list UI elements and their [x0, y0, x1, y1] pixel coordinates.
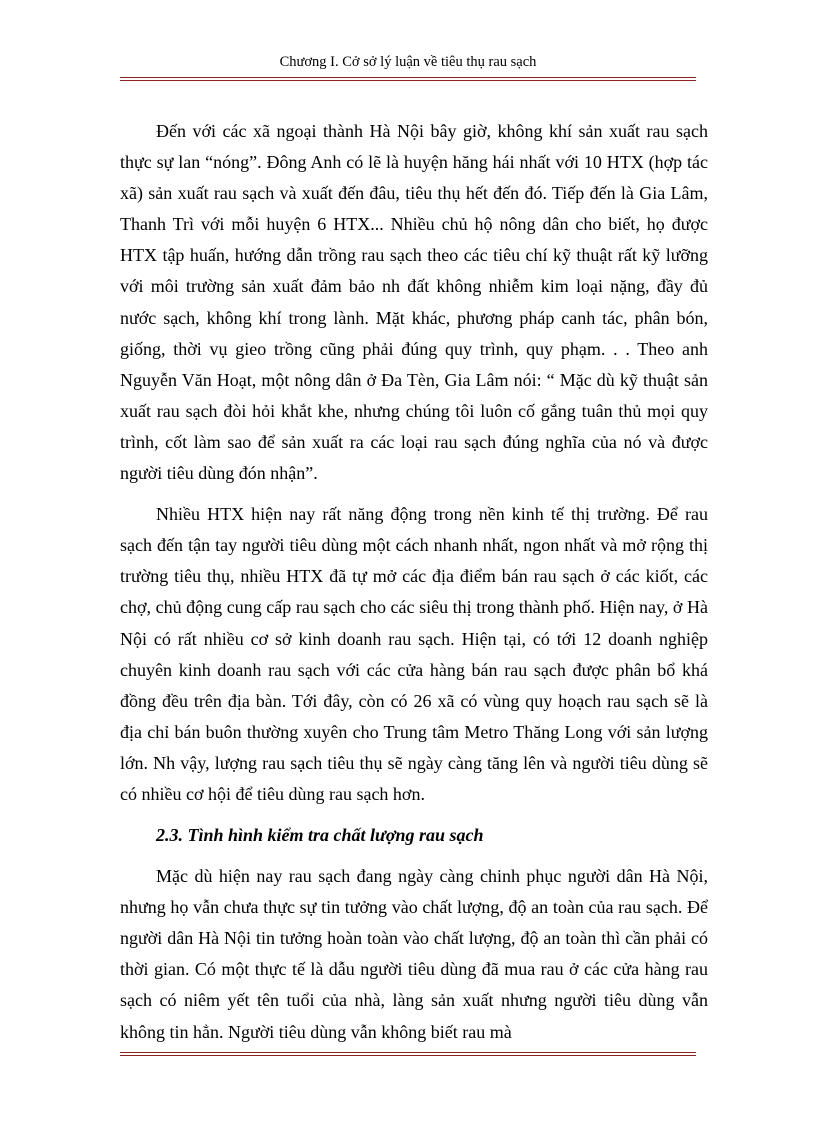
footer-rule-bottom [120, 1055, 696, 1056]
header-rule-bottom [120, 80, 696, 81]
paragraph-2: Nhiều HTX hiện nay rất năng động trong nền kinh tế thị trường. Để rau sạch đến tận tay người tiêu dùng một cách nhanh nhất, ngon nhất và mở rộng thị trường tiêu thụ, nhiều HTX đã tự mở các địa điểm bán rau sạch ở các kiốt, các chợ, chủ động cung cấp rau sạch cho các siêu thị trong thành phố. Hiện nay, ở Hà Nội có rất nhiều cơ sở kinh doanh rau sạch. Hiện tại, có tới 12 doanh nghiệp chuyên kinh doanh rau sạch với các cửa hàng bán rau sạch được phân bổ khá đồng đều trên địa bàn. Tới đây, còn có 26 xã có vùng quy hoạch rau sạch sẽ là địa chỉ bán buôn thường xuyên cho Trung tâm Metro Thăng Long với sản lượng lớn. Nh vậy, lượng rau sạch tiêu thụ sẽ ngày càng tăng lên và người tiêu dùng sẽ có nhiều cơ hội để tiêu dùng rau sạch hơn. [120, 504, 708, 804]
footer-rule-top [120, 1052, 696, 1053]
page-header: Chương I. Cở sở lý luận về tiêu thụ rau sạch [279, 54, 537, 70]
section-heading: 2.3. Tình hình kiểm tra chất lượng rau sạch [156, 825, 484, 846]
document-body [120, 116, 708, 1048]
header-rule-top [120, 77, 696, 78]
paragraph-3: Mặc dù hiện nay rau sạch đang ngày càng chinh phục người dân Hà Nội, nhưng họ vẫn chưa thực sự tin tưởng vào chất lượng, độ an toàn của rau sạch. Để người dân Hà Nội tin tưởng hoàn toàn vào chất lượng, độ an toàn thì cần phải có thời gian. Có một thực tế là dẫu người tiêu dùng đã mua rau ở các cửa hàng rau sạch có niêm yết tên tuổi của nhà, làng sản xuất nhưng người tiêu dùng vẫn không tin hẳn. Người tiêu dùng vẫn không biết rau mà [120, 866, 708, 1042]
paragraph-1: Đến với các xã ngoại thành Hà Nội bây giờ, không khí sản xuất rau sạch thực sự lan “nóng”. Đông Anh có lẽ là huyện hăng hái nhất với 10 HTX (hợp tác xã) sản xuất rau sạch và xuất đến đâu, tiêu thụ hết đến đó. Tiếp đến là Gia Lâm, Thanh Trì với mỗi huyện 6 HTX... Nhiều chủ hộ nông dân cho biết, họ được HTX tập huấn, hướng dẫn trồng rau sạch theo các tiêu chí kỹ thuật rất kỹ lưỡng với môi trường sản xuất đảm bảo nh đất không nhiễm kim loại nặng, đầy đủ nước sạch, không khí trong lành. Mặt khác, phương pháp canh tác, phân bón, giống, thời vụ gieo trồng cũng phải đúng quy trình, quy phạm. . . Theo anh Nguyễn Văn Hoạt, một nông dân ở Đa Tèn, Gia Lâm nói: “ Mặc dù kỹ thuật sản xuất rau sạch đòi hỏi khắt khe, nhưng chúng tôi luôn cố gắng tuân thủ mọi quy trình, cốt làm sao để sản xuất ra các loại rau sạch đúng nghĩa của nó và được người tiêu dùng đón nhận”. [120, 121, 708, 484]
